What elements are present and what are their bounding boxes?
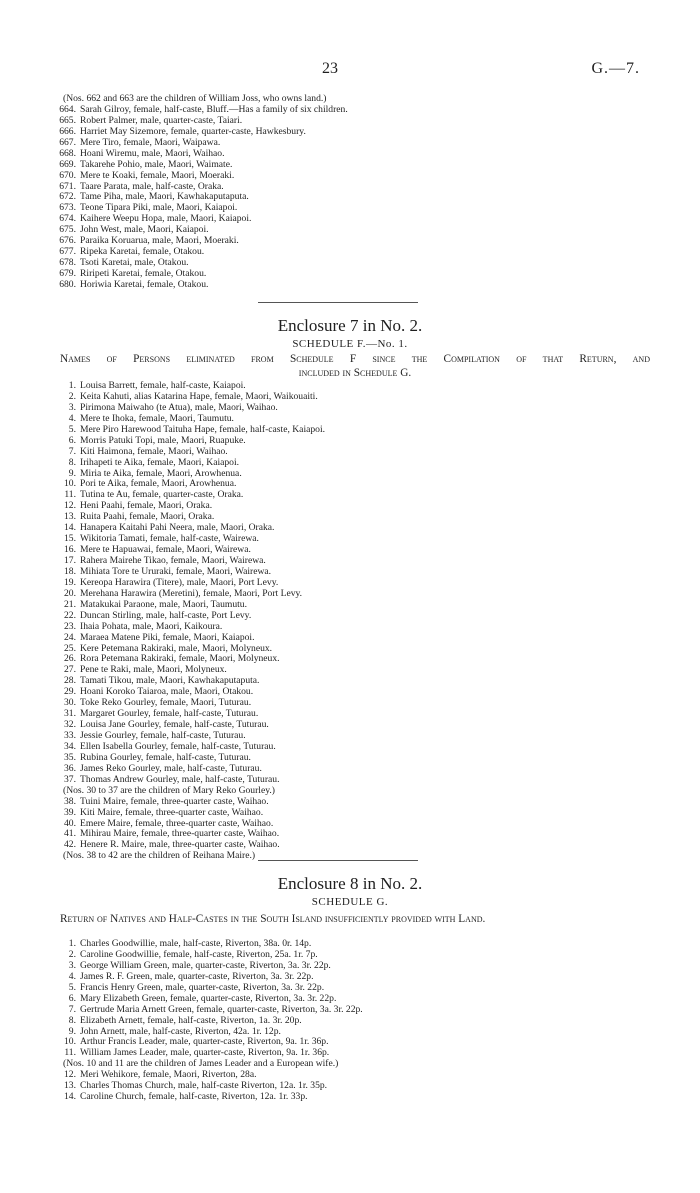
item-text: Mere te Koaki, female, Maori, Moeraki.	[80, 169, 235, 181]
item-text: (Nos. 38 to 42 are the children of Reihana Maire.)	[63, 850, 256, 862]
item-number: 675.	[59, 224, 76, 236]
item-number: 19.	[64, 576, 76, 588]
item-text: Meri Wehikore, female, Maori, Riverton, 28a.	[80, 1069, 257, 1081]
item-number: 20.	[64, 587, 76, 599]
page-number: 23	[322, 60, 338, 77]
item-text: (Nos. 662 and 663 are the children of William Joss, who owns land.)	[63, 93, 327, 104]
item-text: Ruita Paahi, female, Maori, Oraka.	[80, 511, 215, 523]
item-text: Mere te Ihoka, female, Maori, Taumutu.	[80, 412, 234, 424]
item-text: George William Green, male, quarter-caste, Riverton, 3a. 3r. 22p.	[80, 959, 331, 971]
item-number: 669.	[59, 158, 76, 170]
enclosure-8-schedule: SCHEDULE G.	[311, 896, 389, 908]
item-number: 10.	[64, 1036, 76, 1048]
item-text: Jessie Gourley, female, half-caste, Tuturau.	[80, 730, 246, 741]
item-text: Morris Patuki Topi, male, Maori, Ruapuke.	[80, 434, 246, 446]
item-text: Tutina te Au, female, quarter-caste, Oraka.	[80, 489, 244, 501]
item-number: 23.	[64, 620, 76, 632]
item-text: Robert Palmer, male, quarter-caste, Taiari.	[80, 114, 243, 126]
item-text: Louisa Barrett, female, half-caste, Kaiapoi.	[80, 380, 246, 391]
item-number: 670.	[59, 169, 76, 181]
item-number: 676.	[59, 235, 76, 247]
section-divider	[258, 302, 418, 303]
item-text: Pirimona Maiwaho (te Atua), male, Maori, Waihao.	[80, 401, 278, 413]
item-number: 9.	[68, 1025, 76, 1037]
item-number: 3.	[68, 959, 76, 971]
item-number: 673.	[59, 202, 76, 214]
item-text: Keita Kahuti, alias Katarina Hape, female, Maori, Waikouaiti.	[80, 390, 318, 402]
item-number: 31.	[64, 708, 76, 720]
item-number: 13.	[64, 1080, 76, 1092]
item-text: Ripeka Karetai, female, Otakou.	[80, 246, 205, 258]
item-text: Pori te Aika, female, Maori, Arowhenua.	[80, 478, 237, 490]
item-text: Sarah Gilroy, female, half-caste, Bluff.—Has a family of six children.	[80, 103, 348, 115]
item-number: 2.	[68, 948, 76, 960]
document-reference: G.—7.	[591, 60, 640, 77]
item-number: 9.	[68, 467, 76, 479]
item-text: Arthur Francis Leader, male, quarter-caste, Riverton, 9a. 1r. 36p.	[80, 1036, 329, 1048]
enclosure-7-title-line-1: Names of Persons eliminated from Schedule F since the Compilation of that Return, and	[60, 353, 650, 365]
item-text: Teone Tipara Piki, male, Maori, Kaiapoi.	[80, 202, 238, 214]
item-text: Tuini Maire, female, three-quarter caste, Waihao.	[80, 795, 269, 807]
item-number: 14.	[64, 1091, 76, 1103]
item-number: 678.	[59, 257, 76, 269]
item-text: Takarehe Pohio, male, Maori, Waimate.	[80, 158, 233, 170]
item-text: Kere Petemana Rakiraki, male, Maori, Molyneux.	[80, 642, 273, 654]
enclosure-8-title: Return of Natives and Half-Castes in the South Island insufficiently provided with Land.	[60, 913, 486, 925]
item-number: 665.	[59, 114, 76, 126]
item-text: John Arnett, male, half-caste, Riverton, 42a. 1r. 12p.	[80, 1025, 281, 1037]
section-divider	[258, 860, 418, 861]
item-number: 40.	[64, 817, 76, 829]
item-text: Merehana Harawira (Meretini), female, Maori, Port Levy.	[80, 587, 303, 599]
item-number: 677.	[59, 246, 76, 258]
item-text: Charles Thomas Church, male, half-caste Riverton, 12a. 1r. 35p.	[80, 1080, 328, 1092]
item-text: Tamati Tikou, male, Maori, Kawhakaputaputa.	[80, 675, 260, 687]
enclosure-8-heading: Enclosure 8 in No. 2.	[277, 874, 423, 893]
item-text: Toke Reko Gourley, female, Maori, Tuturau.	[80, 697, 252, 709]
item-number: 39.	[64, 806, 76, 818]
item-text: Elizabeth Arnett, female, half-caste, Riverton, 1a. 3r. 20p.	[80, 1014, 302, 1026]
item-number: 667.	[59, 136, 76, 148]
item-text: Rora Petemana Rakiraki, female, Maori, Molyneux.	[80, 653, 280, 665]
item-number: 13.	[64, 511, 76, 523]
item-text: Kereopa Harawira (Titere), male, Maori, Port Levy.	[80, 576, 279, 588]
item-number: 25.	[64, 642, 76, 654]
item-number: 12.	[64, 1069, 76, 1081]
item-text: Mihirau Maire, female, three-quarter caste, Waihao.	[80, 828, 280, 840]
item-number: 666.	[59, 125, 76, 137]
enclosure-7-title	[60, 352, 650, 380]
item-text: Taare Parata, male, half-caste, Oraka.	[80, 180, 224, 192]
enclosure-7-schedule: SCHEDULE F.—No. 1.	[292, 338, 408, 350]
item-text: Hoani Wiremu, male, Maori, Waihao.	[80, 147, 225, 159]
item-text: Pene te Raki, male, Maori, Molyneux.	[80, 664, 227, 676]
item-number: 3.	[68, 401, 76, 413]
item-number: 671.	[59, 180, 76, 192]
item-number: 16.	[64, 544, 76, 556]
item-number: 8.	[68, 1014, 76, 1026]
item-number: 7.	[68, 1003, 76, 1015]
item-number: 6.	[68, 992, 76, 1004]
item-text: Tsoti Karetai, male, Otakou.	[80, 257, 189, 269]
item-text: Rahera Mairehe Tikao, female, Maori, Wairewa.	[80, 555, 266, 566]
item-text: (Nos. 10 and 11 are the children of James Leader and a European wife.)	[63, 1058, 339, 1070]
item-text: Emere Maire, female, three-quarter caste, Waihao.	[80, 817, 274, 829]
item-number: 33.	[64, 730, 76, 741]
item-text: Mere te Hapuawai, female, Maori, Wairewa.	[80, 544, 251, 556]
item-text: Henere R. Maire, male, three-quarter caste, Waihao.	[80, 839, 280, 851]
enclosure-7-heading: Enclosure 7 in No. 2.	[277, 316, 423, 335]
item-number: 37.	[64, 773, 76, 785]
item-number: 27.	[64, 664, 76, 676]
item-text: Francis Henry Green, male, quarter-caste, Riverton, 3a. 3r. 22p.	[80, 981, 325, 993]
item-text: Mihiata Tore te Ururaki, female, Maori, Wairewa.	[80, 565, 272, 577]
item-text: Thomas Andrew Gourley, male, half-caste, Tuturau.	[80, 773, 280, 785]
item-text: Rubina Gourley, female, half-caste, Tuturau.	[80, 751, 251, 763]
item-text: Ihaia Pohata, male, Maori, Kaikoura.	[80, 620, 223, 632]
item-number: 668.	[59, 147, 76, 159]
item-number: 10.	[64, 478, 76, 490]
item-text: Kiti Maire, female, three-quarter caste, Waihao.	[80, 806, 264, 818]
enclosure-8-list	[0, 939, 700, 1103]
list-item	[0, 1092, 700, 1103]
item-text: Ellen Isabella Gourley, female, half-caste, Tuturau.	[80, 740, 276, 752]
item-number: 21.	[64, 598, 76, 610]
item-number: 17.	[64, 555, 76, 566]
item-number: 674.	[59, 213, 76, 225]
item-text: Gertrude Maria Arnett Green, female, quarter-caste, Riverton, 3a. 3r. 22p.	[80, 1003, 363, 1015]
item-number: 7.	[68, 445, 76, 457]
item-number: 32.	[64, 719, 76, 731]
item-number: 672.	[59, 191, 76, 203]
item-number: 5.	[68, 423, 76, 435]
item-text: Mary Elizabeth Green, female, quarter-caste, Riverton, 3a. 3r. 22p.	[80, 992, 337, 1004]
item-number: 8.	[68, 456, 76, 468]
item-number: 18.	[64, 565, 76, 577]
item-text: William James Leader, male, quarter-caste, Riverton, 9a. 1r. 36p.	[80, 1047, 330, 1059]
item-number: 38.	[64, 795, 76, 807]
item-number: 35.	[64, 751, 76, 763]
item-number: 14.	[64, 522, 76, 534]
item-number: 42.	[64, 839, 76, 851]
item-text: Caroline Goodwillie, female, half-caste, Riverton, 25a. 1r. 7p.	[80, 948, 318, 960]
item-number: 28.	[64, 675, 76, 687]
list-item	[0, 280, 700, 291]
item-text: Riripeti Karetai, female, Otakou.	[80, 268, 207, 279]
item-text: Paraika Koruarua, male, Maori, Moeraki.	[80, 235, 239, 247]
item-text: James Reko Gourley, male, half-caste, Tuturau.	[80, 762, 262, 774]
item-text: James R. F. Green, male, quarter-caste, Riverton, 3a. 3r. 22p.	[80, 970, 314, 982]
item-number: 664.	[59, 103, 76, 115]
item-text: Harriet May Sizemore, female, quarter-caste, Hawkesbury.	[80, 125, 306, 137]
item-number: 26.	[64, 653, 76, 665]
item-number: 1.	[68, 938, 76, 949]
item-text: Miria te Aika, female, Maori, Arowhenua.	[80, 467, 242, 479]
item-text: Mere Piro Harewood Taituha Hape, female, half-caste, Kaiapoi.	[80, 423, 326, 435]
item-text: Irihapeti te Aika, female, Maori, Kaiapoi.	[80, 456, 240, 468]
item-number: 4.	[68, 970, 76, 982]
return-list-continued	[0, 94, 700, 291]
item-number: 12.	[64, 500, 76, 512]
item-number: 30.	[64, 697, 76, 709]
item-text: Maraea Matene Piki, female, Maori, Kaiapoi.	[80, 631, 255, 643]
item-text: Tame Piha, male, Maori, Kawhakaputaputa.	[80, 191, 249, 203]
item-number: 29.	[64, 686, 76, 698]
item-number: 2.	[68, 390, 76, 402]
item-text: Caroline Church, female, half-caste, Riverton, 12a. 1r. 33p.	[80, 1091, 308, 1103]
item-number: 6.	[68, 434, 76, 446]
item-text: Kaihere Weepu Hopa, male, Maori, Kaiapoi.	[80, 213, 252, 225]
item-number: 24.	[64, 631, 76, 643]
item-text: Matakukai Paraone, male, Maori, Taumutu.	[80, 598, 247, 610]
item-number: 36.	[64, 762, 76, 774]
item-number: 1.	[68, 380, 76, 391]
item-number: 679.	[59, 268, 76, 279]
item-number: 680.	[59, 278, 76, 290]
item-text: Heni Paahi, female, Maori, Oraka.	[80, 500, 213, 512]
item-number: 15.	[64, 533, 76, 545]
item-text: Charles Goodwillie, male, half-caste, Riverton, 38a. 0r. 14p.	[80, 938, 312, 949]
item-text: Kiti Haimona, female, Maori, Waihao.	[80, 445, 228, 457]
item-text: Wikitoria Tamati, female, half-caste, Wairewa.	[80, 533, 259, 545]
item-text: Mere Tiro, female, Maori, Waipawa.	[80, 136, 221, 148]
item-number: 5.	[68, 981, 76, 993]
enclosure-7-list	[0, 381, 700, 862]
item-text: Hanapera Kaitahi Pahi Neera, male, Maori, Oraka.	[80, 522, 275, 534]
item-text: Louisa Jane Gourley, female, half-caste, Tuturau.	[80, 719, 269, 731]
item-text: Margaret Gourley, female, half-caste, Tuturau.	[80, 708, 259, 720]
item-text: Horiwia Karetai, female, Otakou.	[80, 278, 209, 290]
item-text: (Nos. 30 to 37 are the children of Mary Reko Gourley.)	[63, 784, 275, 796]
item-number: 34.	[64, 740, 76, 752]
item-number: 11.	[64, 489, 76, 501]
item-text: John West, male, Maori, Kaiapoi.	[80, 224, 209, 236]
item-number: 41.	[64, 828, 76, 840]
item-number: 4.	[68, 412, 76, 424]
item-text: Hoani Koroko Taiaroa, male, Maori, Otakou.	[80, 686, 254, 698]
item-text: Duncan Stirling, male, half-caste, Port Levy.	[80, 609, 252, 621]
item-number: 11.	[64, 1047, 76, 1059]
item-number: 22.	[64, 609, 76, 621]
enclosure-7-title-line-2: included in Schedule G.	[298, 367, 412, 379]
